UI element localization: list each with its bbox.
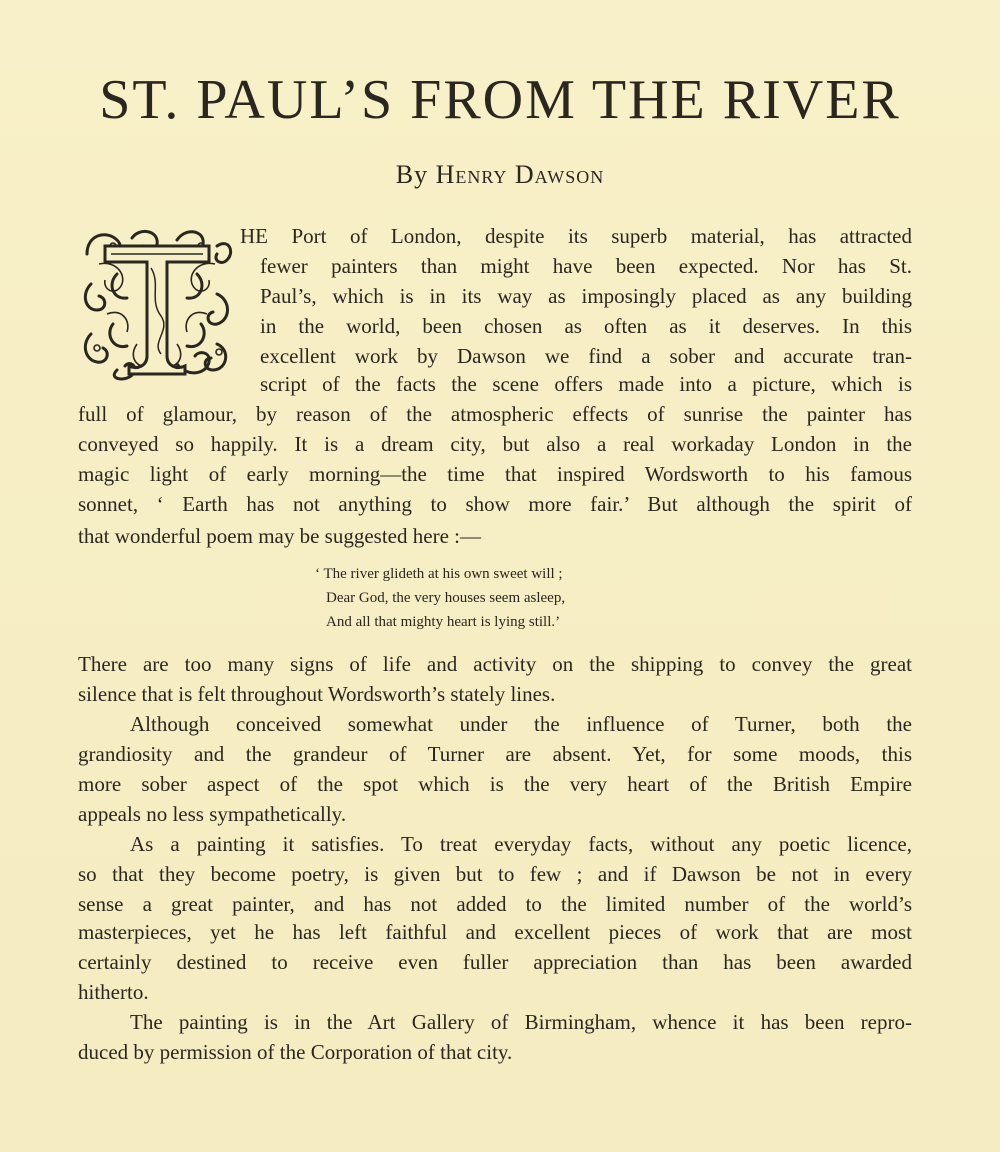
paragraph1-line: magic light of early morning—the time that inspired Wordsworth to his famous xyxy=(78,462,912,486)
verse-quote xyxy=(0,562,1000,642)
paragraph1-line: in the world, been chosen as often as it deserves. In this xyxy=(260,314,912,338)
paragraph2-line: There are too many signs of life and activity on the shipping to convey the great xyxy=(78,652,912,676)
paragraph1-line: that wonderful poem may be suggested here :— xyxy=(78,524,481,548)
paragraph5-line: The painting is in the Art Gallery of Birmingham, whence it has been repro- xyxy=(130,1010,912,1034)
paragraph1-line: HE Port of London, despite its superb material, has attracted xyxy=(240,224,912,248)
ornamental-dropcap-t-icon xyxy=(77,224,237,384)
paragraph1-line: Paul’s, which is in its way as imposingly placed as any building xyxy=(260,284,912,308)
byline-prefix: By xyxy=(395,160,429,189)
verse-line: And all that mighty heart is lying still.’ xyxy=(326,614,561,630)
paragraph3-line: grandiosity and the grandeur of Turner are absent. Yet, for some moods, this xyxy=(78,742,912,766)
paragraph4-line: sense a great painter, and has not added to the limited number of the world’s xyxy=(78,892,912,916)
paragraph1-line: fewer painters than might have been expected. Nor has St. xyxy=(260,254,912,278)
paragraph4-line: certainly destined to receive even fuller appreciation than has been awarded xyxy=(78,950,912,974)
paragraph1-line: script of the facts the scene offers made into a picture, which is xyxy=(260,372,912,396)
paragraph1-line: excellent work by Dawson we find a sober and accurate tran- xyxy=(260,344,912,368)
paragraph4-line: so that they become poetry, is given but to few ; and if Dawson be not in every xyxy=(78,862,912,886)
paragraph1-line: sonnet, ‘ Earth has not anything to show more fair.’ But although the spirit of xyxy=(78,492,912,516)
byline-author: Henry Dawson xyxy=(435,160,605,189)
paragraph5-line: duced by permission of the Corporation of that city. xyxy=(78,1040,513,1064)
paragraph3-line: more sober aspect of the spot which is the very heart of the British Empire xyxy=(78,772,912,796)
article-title: ST. PAUL’S FROM THE RIVER xyxy=(99,69,901,131)
verse-line: ‘ The river glideth at his own sweet will ; xyxy=(315,566,563,582)
paragraph2-line: silence that is felt throughout Wordsworth’s stately lines. xyxy=(78,682,556,706)
paragraph4-line: As a painting it satisfies. To treat everyday facts, without any poetic licence, xyxy=(130,832,912,856)
paragraph3-line: Although conceived somewhat under the influence of Turner, both the xyxy=(130,712,912,736)
paragraph1-line: full of glamour, by reason of the atmospheric effects of sunrise the painter has xyxy=(78,402,912,426)
paragraph4-line: hitherto. xyxy=(78,980,149,1004)
paragraph4-line: masterpieces, yet he has left faithful and excellent pieces of work that are most xyxy=(78,920,912,944)
paragraph3-line: appeals no less sympathetically. xyxy=(78,802,347,826)
paragraph1-line: conveyed so happily. It is a dream city, but also a real workaday London in the xyxy=(78,432,912,456)
byline xyxy=(0,160,1000,190)
verse-line: Dear God, the very houses seem asleep, xyxy=(326,590,566,606)
